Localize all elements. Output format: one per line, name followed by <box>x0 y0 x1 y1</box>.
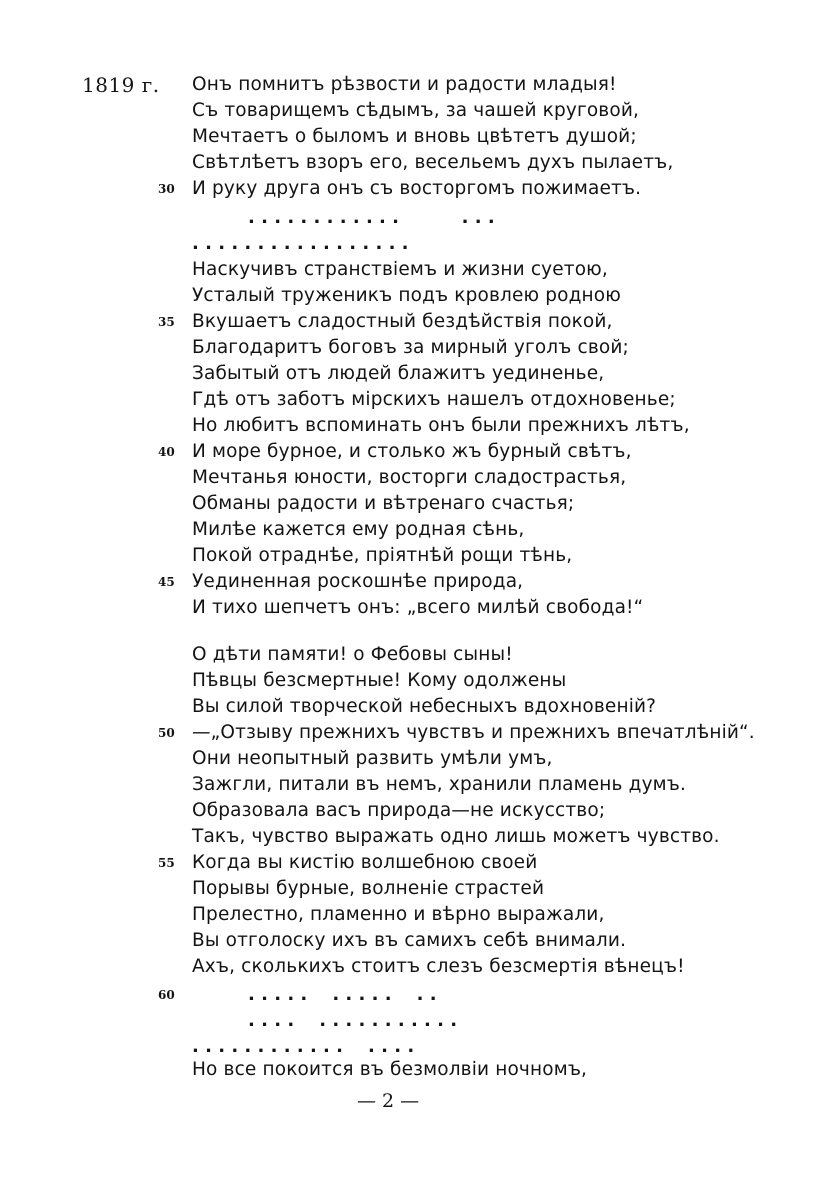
poem-line: И море бурное, и столько жъ бурный свѣтъ, <box>192 441 632 462</box>
line-number-35: 35 <box>158 315 175 329</box>
ellipsis-row: . . . . . . . . . . . . . . . <box>248 1010 458 1031</box>
poem-line: Пѣвцы безсмертные! Кому одолжены <box>192 670 567 691</box>
poem-line: Вы силой творческой небесныхъ вдохновеній? <box>192 696 657 717</box>
poem-line: Съ товарищемъ сѣдымъ, за чашей круговой, <box>192 100 640 121</box>
poem-line: Свѣтлѣетъ взоръ его, весельемъ духъ пылаетъ, <box>192 152 674 173</box>
poem-line: Обманы радости и вѣтренаго счастья; <box>192 493 575 514</box>
poem-line: Мечтанья юности, восторги сладострастья, <box>192 467 627 488</box>
line-number-40: 40 <box>158 445 175 459</box>
poem-line: —„Отзыву прежнихъ чувствъ и прежнихъ впечатлѣній“. <box>192 722 755 743</box>
line-number-55: 55 <box>158 856 175 870</box>
poem-line: Но любитъ вспоминать онъ были прежнихъ лѣтъ, <box>192 415 690 436</box>
poem-line: Покой отраднѣе, пріятнѣй рощи тѣнь, <box>192 545 573 566</box>
ellipsis-row: . . . . . . . . . . . . <box>248 984 437 1005</box>
ellipsis-row: . . . . . . . . . . . . . . . . <box>192 1036 415 1057</box>
poem-line: Вкушаетъ сладостный бездѣйствія покой, <box>192 311 613 332</box>
poem-line: Усталый труженикъ подъ кровлею родною <box>192 285 621 306</box>
poem-line: Но все покоится въ безмолвіи ночномъ, <box>192 1059 588 1080</box>
poem-line: Уединенная роскошнѣе природа, <box>192 571 524 592</box>
poem-line: Гдѣ отъ заботъ мірскихъ нашелъ отдохновенье; <box>192 389 676 410</box>
poem-line: Прелестно, пламенно и вѣрно выражали, <box>192 904 605 925</box>
line-number-60: 60 <box>158 988 175 1002</box>
poem-line: И тихо шепчетъ онъ: „всего милѣй свобода!“ <box>192 597 644 618</box>
poem-line: Такъ, чувство выражать одно лишь можетъ чувство. <box>192 826 720 847</box>
ellipsis-row: . . . . . . . . . . . . . . . <box>248 207 495 228</box>
line-number-45: 45 <box>158 575 175 589</box>
line-number-30: 30 <box>158 182 175 196</box>
poem-line: Онъ помнитъ рѣзвости и радости младыя! <box>192 74 617 95</box>
poem-line: И руку друга онъ съ восторгомъ пожимаетъ. <box>192 178 642 199</box>
poem-line: Наскучивъ странствіемъ и жизни суетою, <box>192 259 608 280</box>
poem-line: Образовала васъ природа—не искусство; <box>192 800 606 821</box>
poem-line: О дѣти памяти! о Фебовы сыны! <box>192 644 513 665</box>
year-margin-note: 1819 г. <box>82 73 160 97</box>
poem-line: Мечтаетъ о быломъ и вновь цвѣтетъ душой; <box>192 126 637 147</box>
poem-line: Забытый отъ людей блажитъ уединенье, <box>192 363 605 384</box>
poem-line: Порывы бурные, волненіе страстей <box>192 878 545 899</box>
poem-line: Вы отголоску ихъ въ самихъ себѣ внимали. <box>192 930 627 951</box>
poem-line: Они неопытный развить умѣли умъ, <box>192 748 553 769</box>
poem-line: Благодаритъ боговъ за мирный уголъ свой; <box>192 337 629 358</box>
line-number-50: 50 <box>158 726 175 740</box>
poem-line: Ахъ, сколькихъ стоитъ слезъ безсмертія вѣнецъ! <box>192 956 685 977</box>
poem-line: Милѣе кажется ему родная сѣнь, <box>192 519 525 540</box>
poem-line: Зажгли, питали въ немъ, хранили пламень думъ. <box>192 774 687 795</box>
ellipsis-row: . . . . . . . . . . . . . . . . . <box>192 233 409 254</box>
page-number: — 2 — <box>357 1090 420 1112</box>
poem-line: Когда вы кистію волшебною своей <box>192 852 538 873</box>
